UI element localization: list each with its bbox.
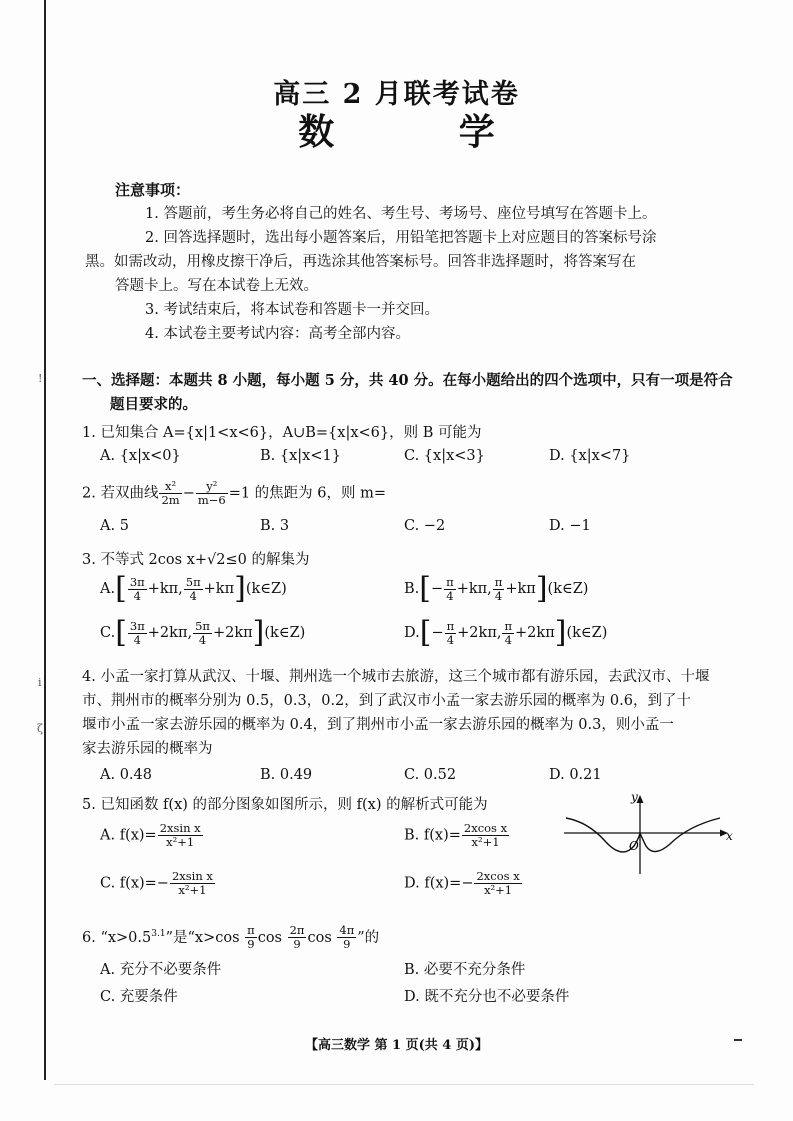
frac [502, 620, 514, 647]
q4-line: 4. 小孟一家打算从武汉、十堰、荆州选一个城市去旅游，这三个城市都有游乐园，去武汉市、十堰 [82, 669, 710, 685]
frac-num: 4π [339, 923, 355, 938]
q3-d-minus: − [431, 625, 444, 641]
q3-d-end: +2kπ [515, 625, 555, 641]
frac [193, 620, 212, 647]
q6-option-c: C. 充要条件 [100, 989, 178, 1005]
frac-num: 3π [129, 574, 145, 589]
margin-mark: ζ [37, 722, 43, 735]
frac [462, 822, 509, 849]
function-curve [566, 818, 720, 852]
q5-function-graph [560, 788, 740, 878]
frac-num: π [494, 574, 503, 589]
y-axis-label: y [631, 790, 638, 804]
left-bracket: [ [419, 615, 432, 650]
origin-label: O [629, 839, 639, 853]
q2-option-d: D. −1 [549, 518, 591, 534]
q2-suffix: =1 的焦距为 6，则 m= [228, 485, 387, 502]
frac [337, 924, 356, 951]
frac [184, 576, 203, 603]
q1-option-c: C. {x|x<3} [404, 448, 485, 464]
q2-prefix: 2. 若双曲线 [82, 485, 159, 502]
q1-option-d: D. {x|x<7} [549, 448, 631, 464]
q2-frac-x-den: 2m [161, 493, 180, 507]
q5-a-label: A. f(x)= [100, 827, 157, 844]
q3-a-label: A. [100, 581, 116, 597]
frac [245, 924, 257, 951]
q5-option-d [404, 870, 523, 897]
frac-num: 2xsin x [159, 821, 201, 835]
frac-den: 4 [198, 632, 207, 647]
frac [288, 924, 307, 951]
q3-option-d [404, 615, 608, 650]
q2-option-b: B. 3 [260, 518, 290, 534]
q4-line: 家去游乐园的概率为 [82, 741, 213, 757]
q3-a-end: +kπ [203, 581, 235, 597]
frac [474, 870, 521, 897]
frac-den: 9 [343, 937, 351, 952]
q3-c-end: +2kπ [212, 625, 253, 641]
frac [444, 576, 456, 603]
q3-b-end: +kπ [505, 581, 536, 597]
right-bracket: ] [554, 615, 567, 650]
notice-item: 答题卡上。写在本试卷上无效。 [115, 278, 318, 294]
q5-option-c [100, 870, 216, 897]
frac-num: 2π [289, 923, 305, 938]
q2-frac-y [196, 480, 228, 507]
question-5-stem: 5. 已知函数 f(x) 的部分图象如图所示，则 f(x) 的解析式可能为 [82, 797, 488, 813]
q3-b-mid: +kπ, [456, 581, 492, 597]
frac [445, 620, 457, 647]
exam-title: 高三 2 月联考试卷 [273, 79, 520, 110]
page-footer: 【高三数学 第 1 页(共 4 页)】 [304, 1038, 489, 1053]
frac-den: x²+1 [178, 883, 207, 897]
frac-den: x²+1 [471, 835, 500, 849]
q6-mid: ”是“x>cos [165, 929, 245, 946]
footer-dash [734, 1039, 742, 1041]
x-axis-label: x [726, 829, 733, 843]
subject-title: 数 学 [298, 111, 551, 153]
frac [493, 576, 505, 603]
bottom-rule [54, 1084, 754, 1085]
frac-num: 2xcos x [476, 869, 520, 883]
notice-item: 4. 本试卷主要考试内容：高考全部内容。 [145, 326, 410, 342]
frac-den: x²+1 [166, 835, 195, 849]
frac-num: 5π [185, 574, 201, 589]
frac-den: 9 [293, 937, 301, 952]
notice-item: 3. 考试结束后，将本试卷和答题卡一并交回。 [145, 302, 439, 318]
q6-option-d: D. 既不充分也不必要条件 [404, 989, 570, 1005]
q2-frac-y-num: y² [196, 480, 228, 494]
frac [170, 870, 215, 897]
q2-frac-x [159, 480, 181, 507]
frac-num: 2xcos x [463, 821, 508, 835]
q5-b-label: B. f(x)= [404, 827, 461, 844]
q3-c-label: C. [100, 625, 116, 641]
q5-option-b [404, 822, 510, 849]
q3-d-mid: +2kπ, [457, 625, 502, 641]
margin-mark: ! [38, 372, 43, 385]
right-bracket: ] [535, 571, 548, 606]
question-1-stem: 1. 已知集合 A={x|1<x<6}，A∪B={x|x<6}，则 B 可能为 [82, 425, 482, 441]
q2-option-a: A. 5 [100, 518, 129, 534]
q3-option-b [404, 571, 589, 606]
notice-item: 1. 答题前，考生务必将自己的姓名、考生号、考场号、座位号填写在答题卡上。 [145, 206, 657, 222]
notice-block [85, 178, 715, 346]
frac-num: 2xsin x [171, 869, 213, 883]
notice-heading: 注意事项： [115, 181, 191, 199]
section-heading-line: 题目要求的。 [110, 396, 197, 413]
frac-num: 5π [195, 618, 210, 633]
section-heading [82, 369, 750, 417]
q2-frac-y-den: m−6 [197, 493, 226, 507]
q5-option-a [100, 822, 204, 849]
q3-option-c [100, 615, 306, 650]
frac-num: 3π [129, 618, 145, 633]
frac-num: π [446, 574, 454, 589]
frac-den: 4 [446, 632, 455, 647]
question-2-stem [82, 480, 750, 507]
q2-minus: − [182, 485, 195, 502]
right-bracket: ] [234, 571, 246, 606]
frac-num: π [504, 618, 513, 633]
q3-d-label: D. [404, 625, 420, 641]
question-6-stem [82, 922, 750, 951]
q4-option-d: D. 0.21 [549, 767, 602, 783]
frac-den: 4 [189, 588, 197, 603]
q5-c-label: C. f(x)=− [100, 875, 169, 892]
q6-prefix: 6. “x>0.5 [82, 929, 152, 946]
q3-c-tail: (k∈Z) [264, 625, 306, 641]
q3-b-tail: (k∈Z) [547, 581, 589, 597]
frac-den: 4 [494, 588, 503, 603]
notice-item: 黑。如需改动，用橡皮擦干净后，再选涂其他答案标号。回答非选择题时，将答案写在 [85, 254, 636, 270]
left-bracket: [ [419, 571, 431, 606]
frac-den: 4 [133, 588, 141, 603]
q4-line: 堰市小孟一家去游乐园的概率为 0.4，到了荆州市小孟一家去游乐园的概率为 0.3，则小孟一 [82, 717, 674, 733]
question-4-stem [82, 665, 750, 761]
q2-option-c: C. −2 [404, 518, 446, 534]
left-bracket: [ [115, 571, 127, 606]
question-3-stem: 3. 不等式 2cos x+√2≤0 的解集为 [82, 552, 310, 568]
q3-b-label: B. [404, 581, 420, 597]
q3-b-minus: − [430, 581, 444, 597]
q3-a-tail: (k∈Z) [245, 581, 287, 597]
frac-den: x²+1 [484, 883, 513, 897]
q5-d-label: D. f(x)=− [404, 875, 474, 892]
q6-option-a: A. 充分不必要条件 [100, 962, 222, 978]
q4-option-b: B. 0.49 [260, 767, 313, 783]
q3-a-mid: +kπ, [147, 581, 183, 597]
margin-mark: i [38, 676, 42, 689]
q3-option-a [100, 571, 287, 606]
q4-option-a: A. 0.48 [100, 767, 152, 783]
q2-frac-x-num: x² [159, 480, 181, 494]
frac-den: 4 [446, 588, 454, 603]
q6-option-b: B. 必要不充分条件 [404, 962, 526, 978]
section-heading-line: 一、选择题：本题共 8 小题，每小题 5 分，共 40 分。在每小题给出的四个选项中，只有一项是符合 [82, 372, 733, 389]
q6-cos: cos [257, 929, 287, 946]
q3-c-mid: +2kπ, [147, 625, 193, 641]
q6-suffix: ”的 [357, 929, 380, 946]
frac-den: 9 [247, 937, 255, 952]
frac [128, 620, 147, 647]
notice-item: 2. 回答选择题时，选出每小题答案后，用铅笔把答题卡上对应题目的答案标号涂 [145, 230, 657, 246]
frac-num: π [446, 618, 455, 633]
q4-option-c: C. 0.52 [404, 767, 457, 783]
binding-line [44, 0, 46, 1080]
frac [128, 576, 147, 603]
frac-num: π [247, 923, 255, 938]
q3-d-tail: (k∈Z) [566, 625, 608, 641]
left-bracket: [ [115, 615, 127, 650]
frac-den: 4 [133, 632, 141, 647]
frac [158, 822, 203, 849]
q4-line: 市、荆州市的概率分别为 0.5，0.3，0.2，到了武汉市小孟一家去游乐园的概率为 0.6，到了十 [82, 693, 691, 709]
q1-option-b: B. {x|x<1} [260, 448, 341, 464]
frac-den: 4 [504, 632, 512, 647]
q6-cos: cos [307, 929, 337, 946]
q1-option-a: A. {x|x<0} [100, 448, 181, 464]
q6-exponent: 3.1 [151, 929, 166, 939]
right-bracket: ] [252, 615, 265, 650]
